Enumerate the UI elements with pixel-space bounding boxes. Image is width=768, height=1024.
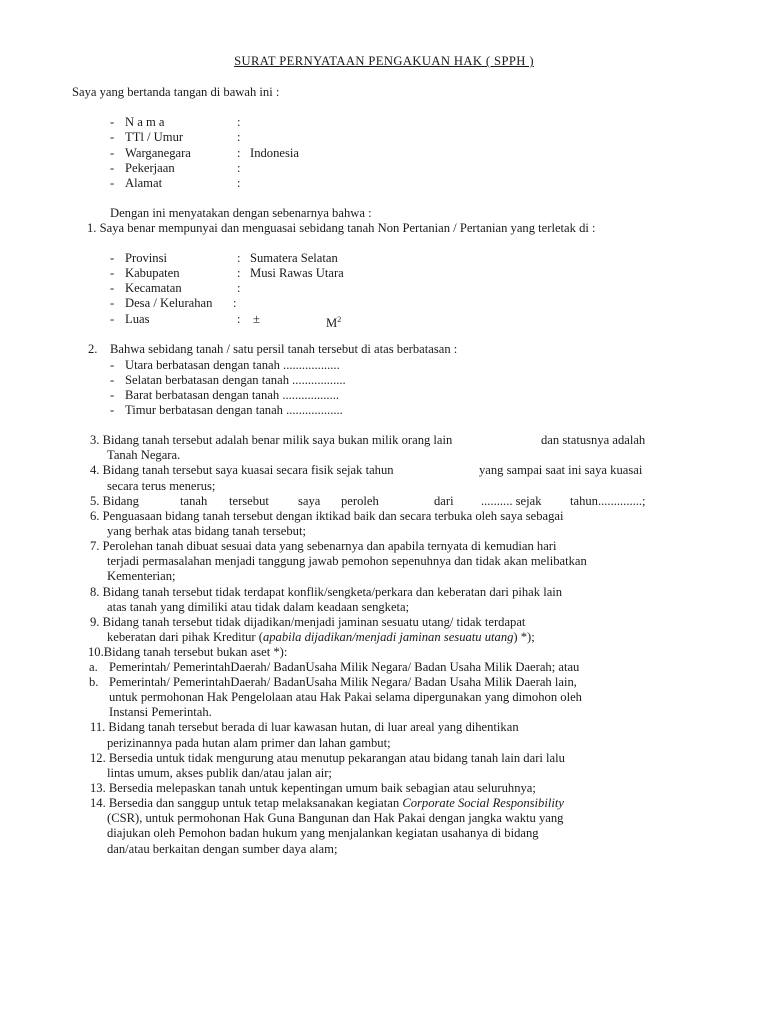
statement-intro: Dengan ini menyatakan dengan sebenarnya bahwa :: [110, 206, 372, 220]
document-title: SURAT PERNYATAAN PENGAKUAN HAK ( SPPH ): [234, 54, 534, 68]
point-4-line-1b: yang sampai saat ini saya kuasai: [479, 463, 643, 477]
point-4-line-1: 4. Bidang tanah tersebut saya kuasai secara fisik sejak tahun: [90, 463, 394, 477]
field-label: Desa / Kelurahan: [125, 296, 213, 310]
point-11-line-2: perizinannya pada hutan alam primer dan lahan gambut;: [107, 736, 391, 750]
point-8-line-2: atas tanah yang dimiliki atau tidak dalam keadaan sengketa;: [107, 600, 410, 614]
point-9-line-1: 9. Bidang tanah tersebut tidak dijadikan/menjadi jaminan sesuatu utang/ tidak terdapat: [90, 615, 526, 629]
point-1: 1. Saya benar mempunyai dan menguasai sebidang tanah Non Pertanian / Pertanian yang terletak di :: [87, 221, 596, 235]
field-label: Kecamatan: [125, 281, 182, 295]
field-label: Pekerjaan: [125, 161, 175, 175]
point-10-line-1: 10.Bidang tanah tersebut bukan aset *):: [88, 645, 288, 659]
point-11-line-1: 11. Bidang tanah tersebut berada di luar kawasan hutan, di luar areal yang dihentikan: [90, 720, 519, 734]
point-4-line-2: secara terus menerus;: [107, 479, 216, 493]
field-label: Alamat: [125, 176, 163, 190]
point-14-line-4: dan/atau berkaitan dengan sumber daya alam;: [107, 842, 338, 856]
point-7-line-3: Kementerian;: [107, 569, 176, 583]
point-12-line-2: lintas umum, akses publik dan/atau jalan air;: [107, 766, 332, 780]
point-7-line-2: terjadi permasalahan menjadi tanggung jawab pemohon sepenuhnya dan tidak akan melibatkan: [107, 554, 587, 568]
point-14-line-3: diajukan oleh Pemohon badan hukum yang menjalankan kegiatan usahanya di bidang: [107, 826, 539, 840]
point-12-line-1: 12. Bersedia untuk tidak mengurung atau menutup pekarangan atau bidang tanah lain dari lalu: [90, 751, 565, 765]
field-label: Warganegara: [125, 146, 191, 160]
point-10b-line-2: untuk permohonan Hak Pengelolaan atau Hak Pakai selama dipergunakan yang dimohon oleh: [109, 690, 582, 704]
point-10b-line-3: Instansi Pemerintah.: [109, 705, 212, 719]
point-6-line-1: 6. Penguasaan bidang tanah tersebut dengan iktikad baik dan secara terbuka oleh saya sebagai: [90, 509, 564, 523]
field-value: Indonesia: [250, 146, 299, 160]
plus-minus-sign: ±: [253, 312, 260, 326]
point-3-line-1b: dan statusnya adalah: [541, 433, 646, 447]
field-label: N a m a: [125, 115, 165, 129]
point-3-line-2: Tanah Negara.: [107, 448, 181, 462]
point-6-line-2: yang berhak atas bidang tanah tersebut;: [107, 524, 306, 538]
point-14-line-1: 14. Bersedia dan sanggup untuk tetap melaksanakan kegiatan Corporate Social Responsibility: [90, 796, 564, 810]
field-label: Luas: [125, 312, 150, 326]
field-label: Provinsi: [125, 251, 167, 265]
area-unit: $M^2$: [326, 315, 342, 331]
field-value: Sumatera Selatan: [250, 251, 338, 265]
point-8-line-1: 8. Bidang tanah tersebut tidak terdapat konflik/sengketa/perkara dan keberatan dari pihak lain: [90, 585, 563, 599]
intro-line: Saya yang bertanda tangan di bawah ini :: [72, 85, 280, 99]
point-7-line-1: 7. Perolehan tanah dibuat sesuai data yang sebenarnya dan apabila ternyata di kemudian hari: [90, 539, 557, 553]
point-13: 13. Bersedia melepaskan tanah untuk kepentingan umum baik sebagian atau seluruhnya;: [90, 781, 536, 795]
field-label: Kabupaten: [125, 266, 180, 280]
field-label: TTl / Umur: [125, 130, 184, 144]
point-3-line-1: 3. Bidang tanah tersebut adalah benar milik saya bukan milik orang lain: [90, 433, 453, 447]
field-value: Musi Rawas Utara: [250, 266, 344, 280]
point-14-line-2: (CSR), untuk permohonan Hak Guna Bangunan dan Hak Pakai dengan jangka waktu yang: [107, 811, 564, 825]
point-9-line-2: keberatan dari pihak Kreditur (apabila dijadikan/menjadi jaminan sesuatu utang) *);: [107, 630, 535, 644]
document-page: SURAT PERNYATAAN PENGAKUAN HAK ( SPPH ) Saya yang bertanda tangan di bawah ini : - N a m a : - TTl / Umur : - Warganegara : Indonesia - Pekerjaan : - Alamat : Dengan ini menyatakan dengan sebenarnya bahwa : 1. Saya benar mempunyai dan menguasai sebidang tanah Non Pertanian / Pertanian yang terletak di : - Provinsi : Sumatera Selatan - Kabupaten : Musi Rawas Utara - Kecamatan : - Desa / Kelurahan : - Luas : ± $M^2$ 2. Bahwa sebidang tanah / satu persil tanah tersebut di atas berbatasan : - Utara berbatasan dengan tanah .................. - Selatan berbatasan dengan tanah ................. - Barat berbatasan dengan tanah .................. - Timur berbatasan dengan tanah .................. 3. Bidang tanah tersebut adalah benar milik saya bukan milik orang lain dan statusnya adalah Tanah Negara. 4. Bidang tanah tersebut saya kuasai secara fisik sejak tahun yang sampai saat ini saya kuasai secara terus menerus; 5. Bidang tanah tersebut saya peroleh dari .......... sejak tahun..............; 6. Penguasaan bidang tanah tersebut dengan iktikad baik dan secara terbuka oleh saya sebagai yang berhak atas bidang tanah tersebut; 7. Perolehan tanah dibuat sesuai data yang sebenarnya dan apabila ternyata di kemudian hari terjadi permasalahan menjadi tanggung jawab pemohon sepenuhnya dan tidak akan melibatkan Kementerian; 8. Bidang tanah tersebut tidak terdapat konflik/sengketa/perkara dan keberatan dari pihak lain atas tanah yang dimiliki atau tidak dalam keadaan sengketa; 9. Bidang tanah tersebut tidak dijadikan/menjadi jaminan sesuatu utang/ tidak terdapat keberatan dari pihak Kreditur (apabila dijadikan/menjadi jaminan sesuatu utang) *); 10.Bidang tanah tersebut bukan aset *): a. Pemerintah/ PemerintahDaerah/ BadanUsaha Milik Negara/ Badan Usaha Milik Daerah; atau b. Pemerintah/ PemerintahDaerah/ BadanUsaha Milik Negara/ Badan Usaha Milik Daerah lain, untuk permohonan Hak Pengelolaan atau Hak Pakai selama dipergunakan yang dimohon oleh Instansi Pemerintah. 11. Bidang tanah tersebut berada di luar kawasan hutan, di luar areal yang dihentikan perizinannya pada hutan alam primer dan lahan gambut; 12. Bersedia untuk tidak mengurung atau menutup pekarangan atau bidang tanah lain dari lalu lintas umum, akses publik dan/atau jalan air; 13. Bersedia melepaskan tanah untuk kepentingan umum baik sebagian atau seluruhnya; 14. Bersedia dan sanggup untuk tetap melaksanakan kegiatan Corporate Social Responsibility (CSR), untuk permohonan Hak Guna Bangunan dan Hak Pakai dengan jangka waktu yang diajukan oleh Pemohon badan hukum yang menjalankan kegiatan usahanya di bidang dan/atau berkaitan dengan sumber daya alam;: [0, 0, 768, 1024]
